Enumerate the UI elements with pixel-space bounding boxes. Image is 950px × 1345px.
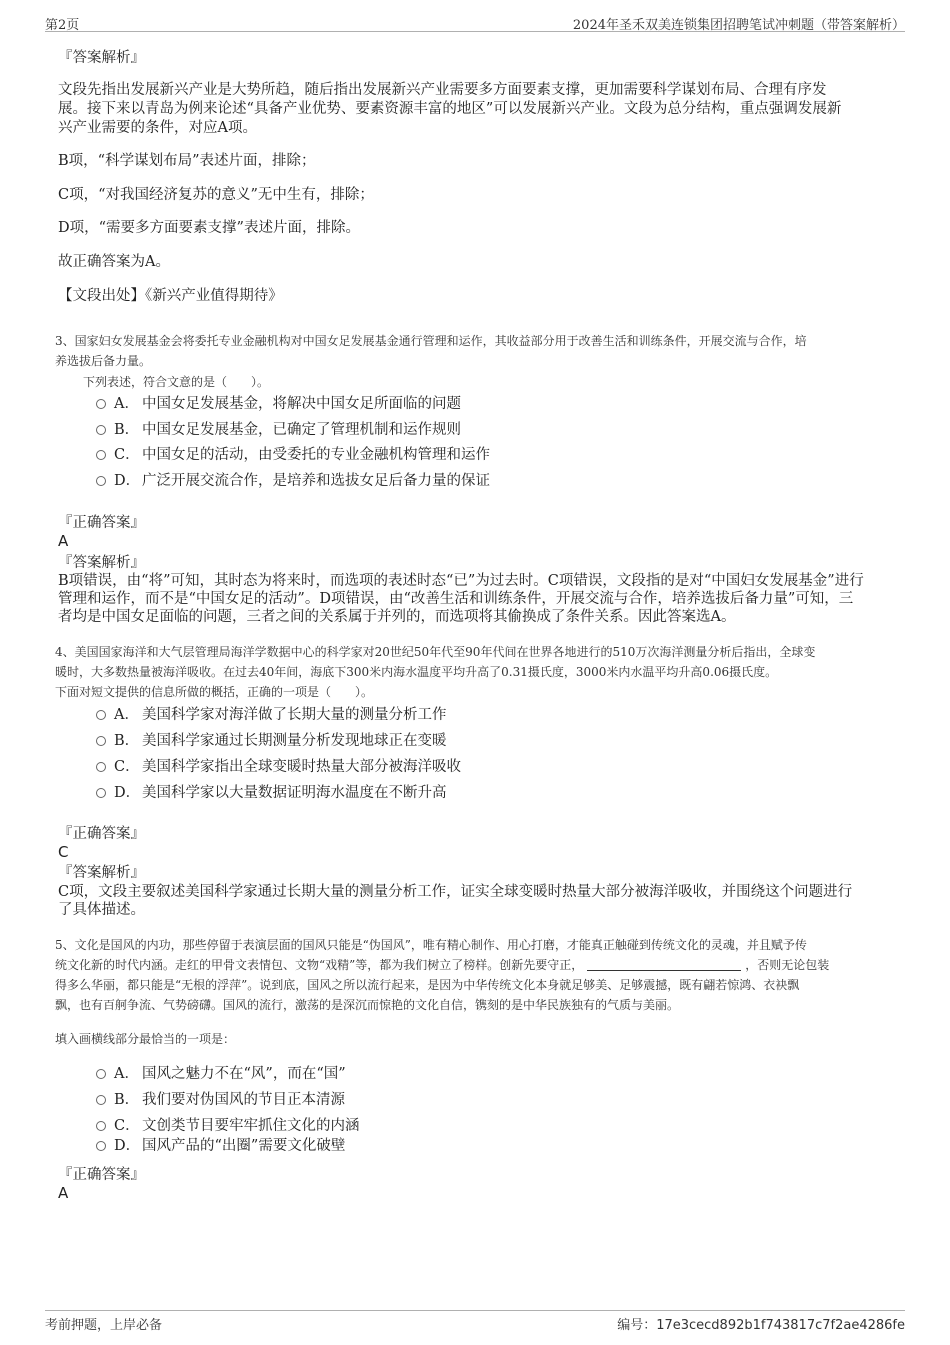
- analysis-line: C项，“对我国经济复苏的意义”无中生有，排除；: [58, 187, 374, 203]
- radio-icon[interactable]: [96, 425, 106, 435]
- question-prompt: 下面对短文提供的信息所做的概括，正确的一项是（ ）。: [55, 685, 374, 699]
- correct-answer-heading: 『正确答案』: [58, 1167, 145, 1183]
- question-stem: 得多么华丽，都只能是“无根的浮萍”。说到底，国风之所以流行起来，是因为中华传统文化本身就足够美、足够震撼，既有翩若惊鸿、衣袂飘: [55, 978, 800, 992]
- analysis-line: B项错误，由“将”可知，其时态为将来时，而选项的表述时态“已”为过去时。C项错误，文段指的是对“中国妇女发展基金”进行: [58, 573, 864, 589]
- option-a[interactable]: A． 国风之魅力不在“风”，而在“国”: [96, 1064, 346, 1084]
- analysis-line: 管理和运作，而不是“中国女足的活动”。D项错误，由“改善生活和训练条件，开展交流与合作，培养选拔后备力量”可知，三: [58, 591, 854, 607]
- analysis-line: D项，“需要多方面要素支撑”表述片面，排除。: [58, 220, 360, 236]
- radio-icon[interactable]: [96, 736, 106, 746]
- page-number: 第2页: [45, 18, 80, 33]
- option-a[interactable]: A． 美国科学家对海洋做了长期大量的测量分析工作: [96, 705, 447, 725]
- radio-icon[interactable]: [96, 710, 106, 720]
- radio-icon[interactable]: [96, 788, 106, 798]
- option-d[interactable]: D． 国风产品的“出圈”需要文化破壁: [96, 1136, 345, 1156]
- radio-icon[interactable]: [96, 1141, 106, 1151]
- question-stem: 3、国家妇女发展基金会将委托专业金融机构对中国女足发展基金通行管理和运作，其收益部分用于改善生活和训练条件，开展交流与合作，培: [55, 334, 807, 348]
- correct-answer-heading: 『正确答案』: [58, 826, 145, 842]
- radio-icon[interactable]: [96, 399, 106, 409]
- fill-blank: [587, 958, 741, 971]
- option-b[interactable]: B． 我们要对伪国风的节目正本清源: [96, 1090, 345, 1110]
- option-d[interactable]: D． 广泛开展交流合作，是培养和选拔女足后备力量的保证: [96, 471, 490, 491]
- question-stem: 养选拔后备力量。: [55, 354, 152, 368]
- source-citation: 【文段出处】《新兴产业值得期待》: [58, 288, 283, 304]
- correct-answer: A: [58, 532, 69, 550]
- analysis-line: 文段先指出发展新兴产业是大势所趋，随后指出发展新兴产业需要多方面要素支撑，更加需要科学谋划布局、合理有序发: [58, 82, 827, 98]
- question-prompt: 填入画横线部分最恰当的一项是：: [55, 1032, 236, 1046]
- radio-icon[interactable]: [96, 762, 106, 772]
- radio-icon[interactable]: [96, 450, 106, 460]
- analysis-line: B项，“科学谋划布局”表述片面，排除；: [58, 153, 316, 169]
- analysis-heading: 『答案解析』: [58, 555, 145, 571]
- question-prompt: 下列表述，符合文意的是（ ）。: [83, 375, 270, 389]
- question-stem: 飘，也有百舸争流、气势磅礴。国风的流行，激荡的是深沉而惊艳的文化自信，镌刻的是中华民族独有的气质与美丽。: [55, 998, 680, 1012]
- option-c[interactable]: C． 文创类节目要牢牢抓住文化的内涵: [96, 1116, 360, 1136]
- footer-serial: 编号：17e3cecd892b1f743817c7f2ae4286fe: [617, 1318, 905, 1333]
- document-title: 2024年圣禾双美连锁集团招聘笔试冲刺题（带答案解析）: [572, 18, 905, 33]
- footer-slogan: 考前押题，上岸必备: [45, 1318, 163, 1333]
- footer-divider: [45, 1310, 905, 1311]
- option-b[interactable]: B． 中国女足发展基金，已确定了管理机制和运作规则: [96, 420, 461, 440]
- analysis-line: C项，文段主要叙述美国科学家通过长期大量的测量分析工作，证实全球变暖时热量大部分被海洋吸收，并围绕这个问题进行: [58, 884, 853, 900]
- question-stem-with-blank: 统文化新的时代内涵。走红的甲骨文表情包、文物“戏精”等，都为我们树立了榜样。创新先要守正， ，否则无论包装: [55, 958, 830, 972]
- question-stem: 4、美国国家海洋和大气层管理局海洋学数据中心的科学家对20世纪50年代至90年代间在世界各地进行的510万次海洋测量分析后指出，全球变: [55, 645, 816, 659]
- radio-icon[interactable]: [96, 1121, 106, 1131]
- analysis-line: 展。接下来以青岛为例来论述“具备产业优势、要素资源丰富的地区”可以发展新兴产业。文段为总分结构，重点强调发展新: [58, 101, 842, 117]
- question-stem: 5、文化是国风的内功，那些停留于表演层面的国风只能是“伪国风”，唯有精心制作、用心打磨，才能真正触碰到传统文化的灵魂，并且赋予传: [55, 938, 807, 952]
- correct-answer: A: [58, 1184, 69, 1202]
- option-a[interactable]: A． 中国女足发展基金，将解决中国女足所面临的问题: [96, 394, 461, 414]
- correct-answer: C: [58, 843, 69, 861]
- analysis-heading: 『答案解析』: [58, 865, 145, 881]
- question-stem: 暖时，大多数热量被海洋吸收。在过去40年间，海底下300米内海水温度平均升高了0.31摄氏度，3000米内水温平均升高0.06摄氏度。: [55, 665, 778, 679]
- radio-icon[interactable]: [96, 476, 106, 486]
- option-d[interactable]: D． 美国科学家以大量数据证明海水温度在不断升高: [96, 783, 447, 803]
- option-c[interactable]: C． 美国科学家指出全球变暖时热量大部分被海洋吸收: [96, 757, 461, 777]
- analysis-heading: 『答案解析』: [58, 50, 145, 66]
- conclusion: 故正确答案为A。: [58, 254, 170, 270]
- correct-answer-heading: 『正确答案』: [58, 515, 145, 531]
- analysis-line: 者均是中国女足面临的问题，三者之间的关系属于并列的，而选项将其偷换成了条件关系。因此答案选A。: [58, 609, 736, 625]
- analysis-line: 了具体描述。: [58, 902, 145, 918]
- option-c[interactable]: C． 中国女足的活动，由受委托的专业金融机构管理和运作: [96, 445, 490, 465]
- analysis-line: 兴产业需要的条件，对应A项。: [58, 120, 257, 136]
- radio-icon[interactable]: [96, 1095, 106, 1105]
- header-divider: [45, 31, 905, 32]
- radio-icon[interactable]: [96, 1069, 106, 1079]
- option-b[interactable]: B． 美国科学家通过长期测量分析发现地球正在变暖: [96, 731, 447, 751]
